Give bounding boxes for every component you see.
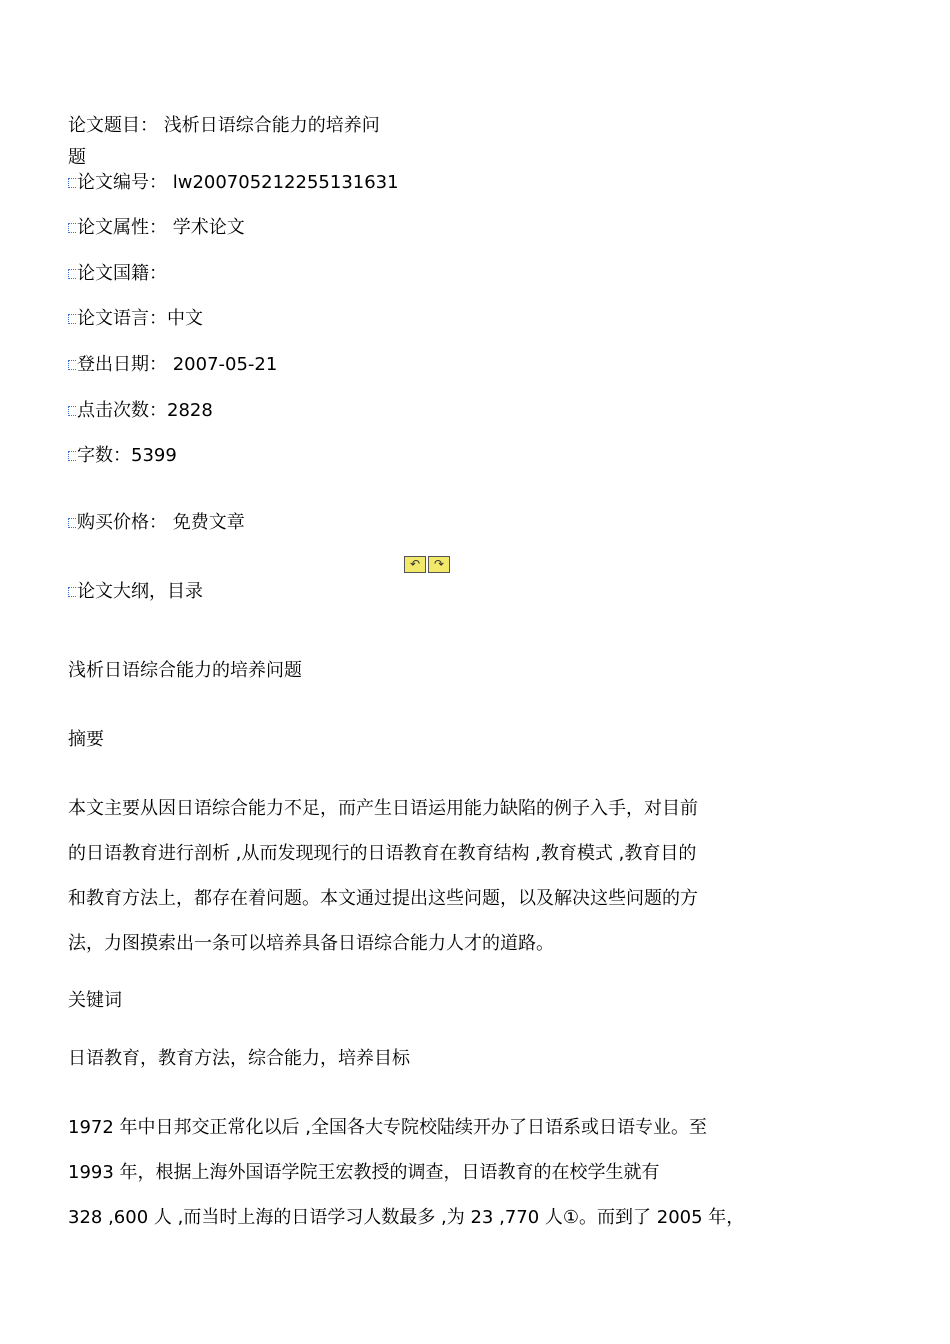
meta-price <box>68 511 245 535</box>
bullet-icon <box>68 178 76 188</box>
abstract-line: 法，力图摸索出一条可以培养具备日语综合能力人才的道路。 <box>68 933 554 954</box>
meta-property-text: 论文属性： 学术论文 <box>77 217 245 238</box>
keywords-heading: 关键词 <box>68 990 122 1011</box>
abstract-line: 本文主要从因日语综合能力不足，而产生日语运用能力缺陷的例子入手，对目前 <box>68 798 698 819</box>
nav-icons <box>404 556 450 573</box>
keywords-text: 日语教育，教育方法，综合能力，培养目标 <box>68 1048 410 1069</box>
body-line: 328 ,600 人 ,而当时上海的日语学习人数最多 ,为 23 ,770 人①。而到了 2005 年， <box>68 1207 745 1228</box>
bullet-icon <box>68 518 76 528</box>
meta-words <box>68 444 177 468</box>
bullet-icon <box>68 223 76 233</box>
meta-date <box>68 353 277 377</box>
title-line-2: 题 <box>68 147 86 168</box>
bullet-icon <box>68 269 76 279</box>
bullet-icon <box>68 314 76 324</box>
meta-nationality-text: 论文国籍： <box>77 263 167 284</box>
abstract-line: 的日语教育进行剖析 ,从而发现现行的日语教育在教育结构 ,教育模式 ,教育目的 <box>68 843 697 864</box>
meta-outline <box>68 580 203 604</box>
title-line-1: 论文题目： 浅析日语综合能力的培养问 <box>68 115 380 136</box>
meta-outline-text: 论文大纲，目录 <box>77 581 203 602</box>
bullet-icon <box>68 587 76 597</box>
meta-words-text: 字数：5399 <box>77 445 177 466</box>
meta-nationality <box>68 262 167 286</box>
meta-number-text: 论文编号： lw200705212255131631 <box>77 172 399 193</box>
meta-language <box>68 307 203 331</box>
meta-price-text: 购买价格： 免费文章 <box>77 512 245 533</box>
body-line: 1972 年中日邦交正常化以后 ,全国各大专院校陆续开办了日语系或日语专业。至 <box>68 1117 707 1138</box>
meta-property <box>68 216 245 240</box>
body-line: 1993 年，根据上海外国语学院王宏教授的调查，日语教育的在校学生就有 <box>68 1162 660 1183</box>
bullet-icon <box>68 451 76 461</box>
next-icon[interactable]: ↷ <box>428 556 450 573</box>
bullet-icon <box>68 360 76 370</box>
bullet-icon <box>68 406 76 416</box>
meta-clicks <box>68 399 213 423</box>
abstract-heading: 摘要 <box>68 729 104 750</box>
meta-date-text: 登出日期： 2007-05-21 <box>77 354 278 375</box>
meta-clicks-text: 点击次数：2828 <box>77 400 213 421</box>
prev-icon[interactable]: ↶ <box>404 556 426 573</box>
article-heading: 浅析日语综合能力的培养问题 <box>68 660 302 681</box>
abstract-line: 和教育方法上，都存在着问题。本文通过提出这些问题，以及解决这些问题的方 <box>68 888 698 909</box>
meta-number <box>68 171 399 195</box>
meta-language-text: 论文语言：中文 <box>77 308 203 329</box>
